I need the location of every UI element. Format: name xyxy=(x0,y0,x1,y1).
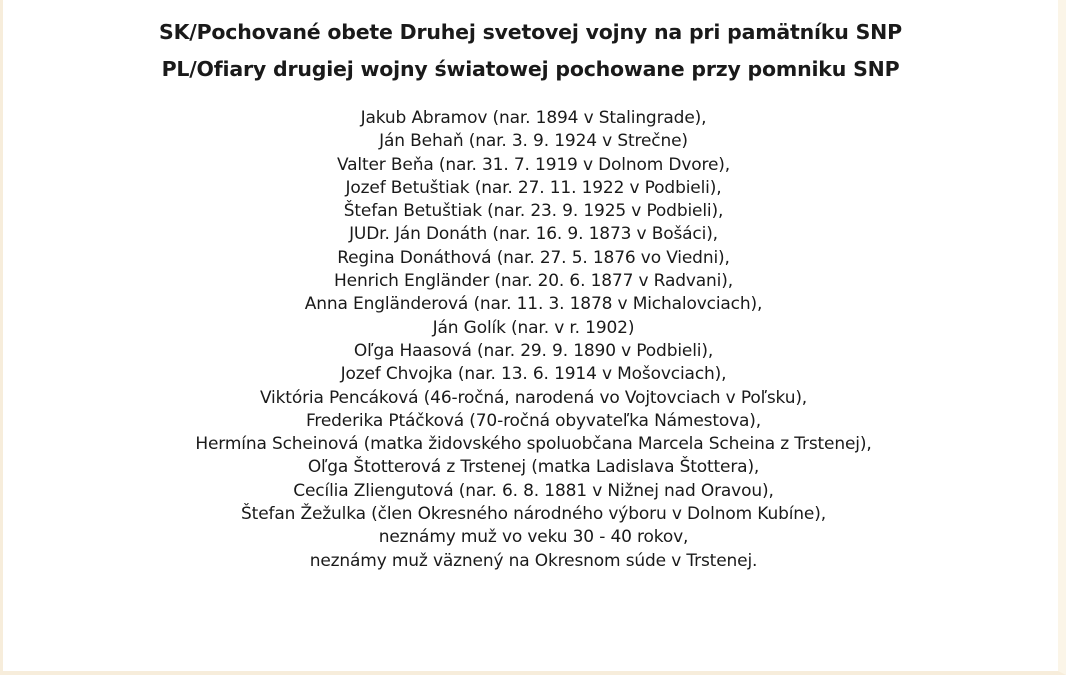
victim-entry: Jozef Chvojka (nar. 13. 6. 1914 v Mošovciach), xyxy=(340,364,727,385)
victim-entry: Viktória Pencáková (46-ročná, narodená vo Vojtovciach v Poľsku), xyxy=(259,387,808,408)
title-polish: PL/Ofiary drugiej wojny światowej pochowane przy pomniku SNP xyxy=(161,57,900,81)
victim-entry: Štefan Žežulka (člen Okresného národného výboru v Dolnom Kubíne), xyxy=(241,504,826,525)
victim-entry: Ján Golík (nar. v r. 1902) xyxy=(432,317,635,338)
victim-entry: Frederika Ptáčková (70-ročná obyvateľka Námestova), xyxy=(305,410,762,431)
heading xyxy=(3,14,1058,88)
victim-entry: Henrich Engländer (nar. 20. 6. 1877 v Radvani), xyxy=(334,271,733,292)
victim-entry: Ján Behaň (nar. 3. 9. 1924 v Strečne) xyxy=(379,131,688,152)
victim-entry: Oľga Haasová (nar. 29. 9. 1890 v Podbieli), xyxy=(353,340,714,361)
victim-entry: Oľga Štotterová z Trstenej (matka Ladislava Štottera), xyxy=(307,457,760,478)
victim-entry: Anna Engländerová (nar. 11. 3. 1878 v Michalovciach), xyxy=(304,294,763,315)
victim-entry: Štefan Betuštiak (nar. 23. 9. 1925 v Podbieli), xyxy=(343,201,724,222)
victim-list xyxy=(3,107,1064,573)
victim-entry: Hermína Scheinová (matka židovského spoluobčana Marcela Scheina z Trstenej), xyxy=(195,434,872,455)
title-slovak: SK/Pochované obete Druhej svetovej vojny na pri pamätníku SNP xyxy=(159,20,902,44)
victim-entry: Jozef Betuštiak (nar. 27. 11. 1922 v Podbieli), xyxy=(345,177,722,198)
victim-entry: Jakub Abramov (nar. 1894 v Stalingrade), xyxy=(360,108,707,128)
victim-entry: neznámy muž vo veku 30 - 40 rokov, xyxy=(378,527,689,548)
victim-entry: Regina Donáthová (nar. 27. 5. 1876 vo Viedni), xyxy=(337,247,730,268)
victim-entry: JUDr. Ján Donáth (nar. 16. 9. 1873 v Bošáci), xyxy=(349,224,718,245)
victim-entry: Cecília Zliengutová (nar. 6. 8. 1881 v Nižnej nad Oravou), xyxy=(293,480,774,501)
victim-entry: neznámy muž väznený na Okresnom súde v Trstenej. xyxy=(309,550,758,571)
victim-entry: Valter Beňa (nar. 31. 7. 1919 v Dolnom Dvore), xyxy=(336,154,731,175)
